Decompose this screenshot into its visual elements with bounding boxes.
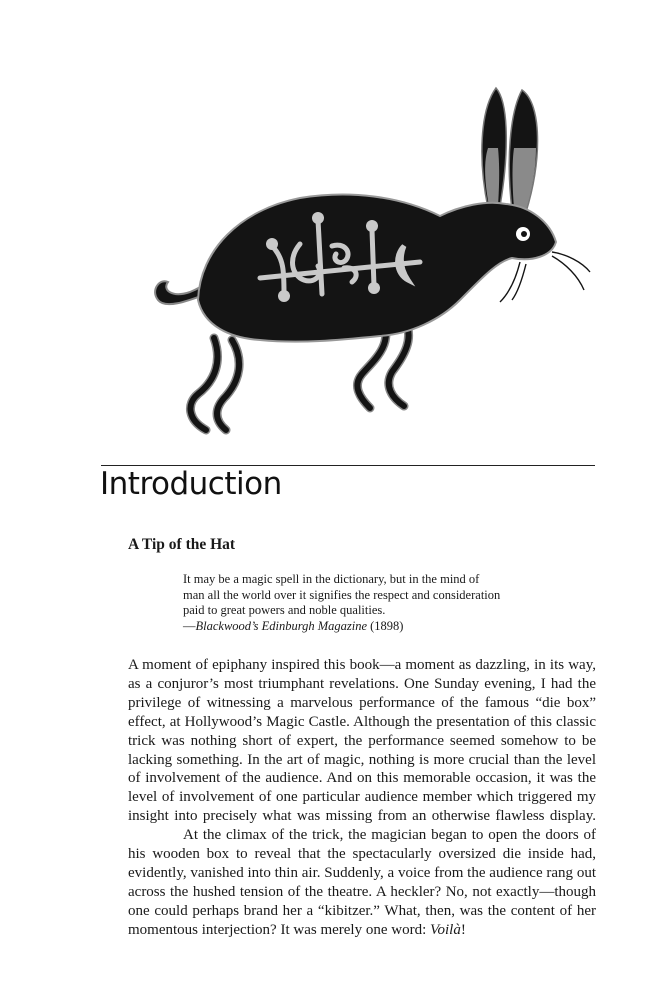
hare-eye-pupil <box>521 231 527 237</box>
epigraph-line: paid to great powers and noble qualities. <box>183 603 386 618</box>
body-final-punct: ! <box>460 921 466 938</box>
body-final-word: Voilà <box>430 921 461 938</box>
chapter-title: Introduction <box>100 466 282 502</box>
body-paragraph <box>128 826 596 939</box>
body-text <box>128 656 596 940</box>
hare-illustration <box>140 80 600 440</box>
body-paragraph: A moment of epiphany inspired this book—a moment as dazzling, in its way, as a conjuror’s most triumphant revelations. One Sunday evening, I had the privilege of witnessing a marvelous performance of the famous “die box” effect, at Hollywood’s Magic Castle. Although the presentation of this classic trick was nothing short of expert, the performance seemed somehow to be lacking something. In the art of magic, nothing is more crucial than the level of involvement of the audience. And on this memorable occasion, it was the level of involvement of one particular audience member which triggered my insight into precisely what was missing from an otherwise flawless display. <box>128 657 596 825</box>
hare-ear-front-inner <box>513 148 537 210</box>
epigraph-source: Blackwood’s Edinburgh Magazine <box>195 618 368 633</box>
epigraph-line: It may be a magic spell in the dictionary, but in the mind of <box>183 572 480 586</box>
body-paragraph-text: At the climax of the trick, the magician began to open the doors of his wooden box to reveal that the spectacularly oversized die inside had, evidently, vanished into thin air. Suddenly, a voice from the audience rang out across the hushed tension of the theatre. A heckler? No, not exactly—though one could perhaps brand her a “kibitzer.” What, then, was the content of her momentous interjection? It was merely one word: <box>128 827 596 938</box>
epigraph-line: man all the world over it signifies the respect and consideration <box>183 587 501 602</box>
section-title: A Tip of the Hat <box>128 536 236 553</box>
hare-whiskers <box>500 252 590 302</box>
epigraph-attribution <box>183 619 563 635</box>
epigraph-dash: — <box>183 618 196 633</box>
epigraph <box>183 572 563 634</box>
epigraph-year: (1898) <box>367 618 404 633</box>
